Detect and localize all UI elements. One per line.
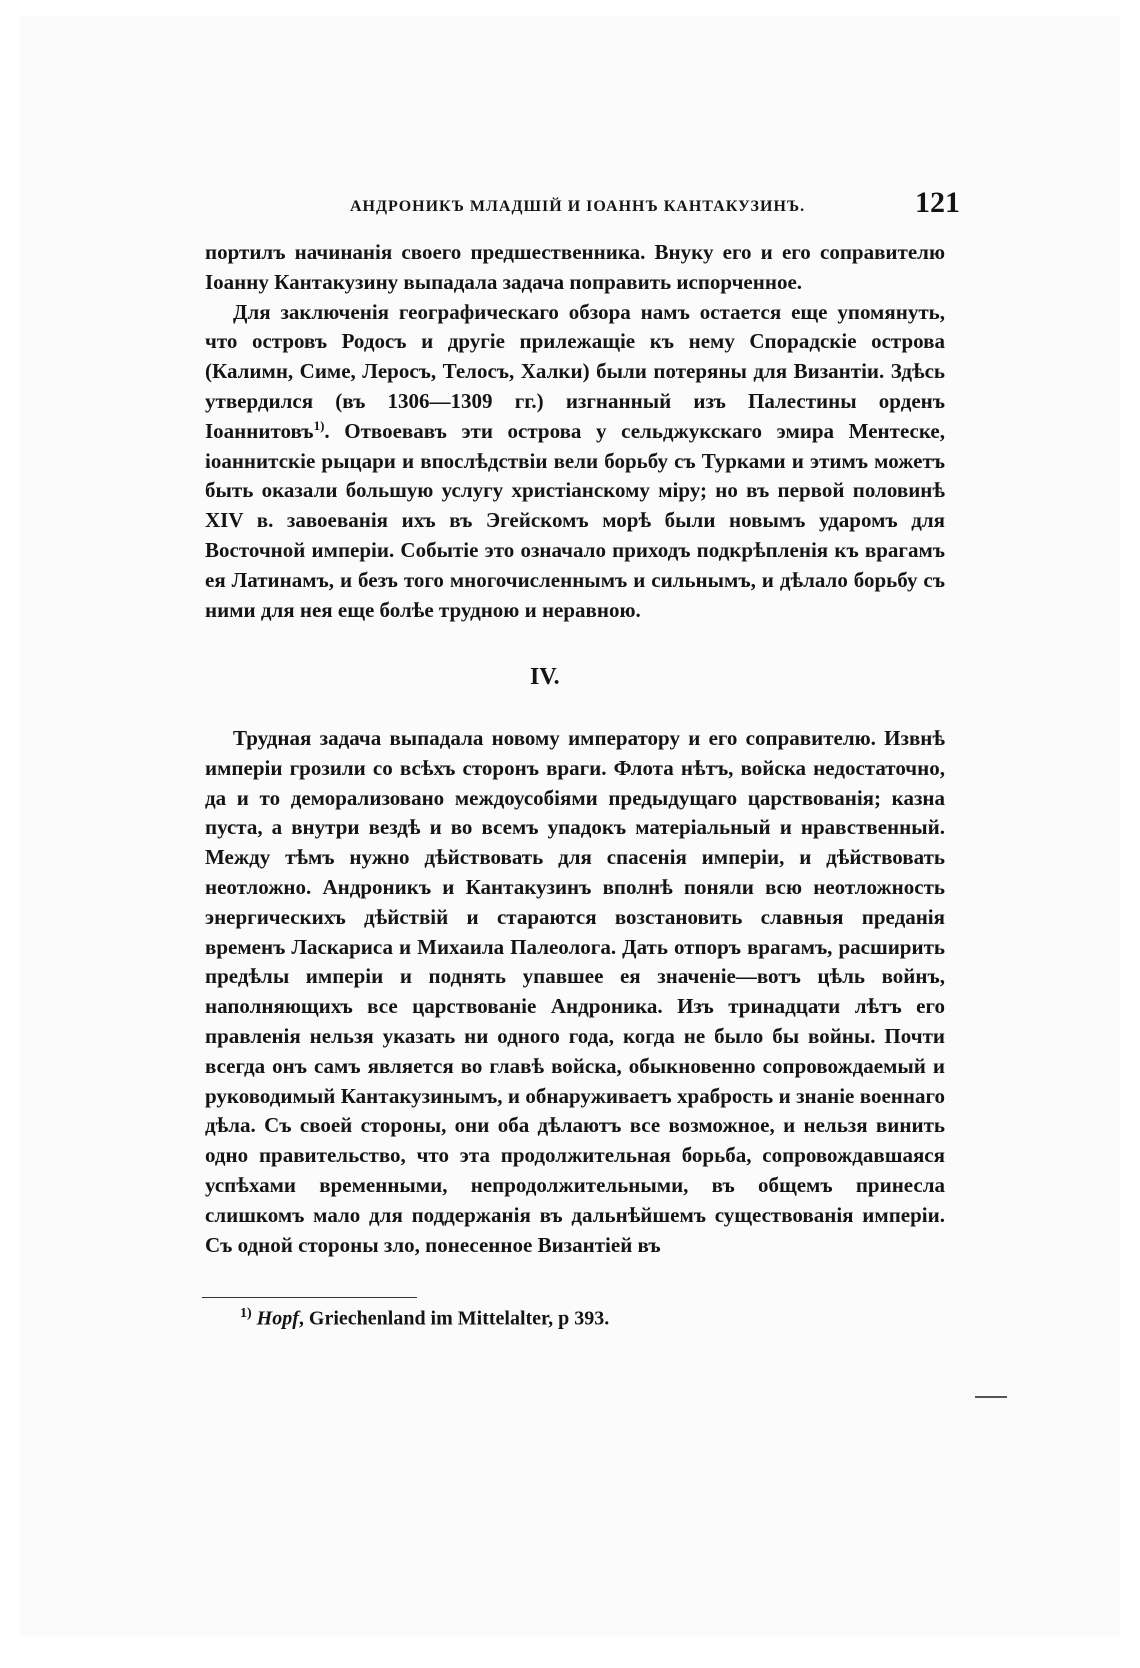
- footnote-divider: [202, 1297, 417, 1298]
- paragraph-text: . Отвоевавъ эти острова у сельджукскаго эмира Ментеске, іоаннитскіе рыцари и впослѣдствіи вели борьбу съ Турками и этимъ можетъ быть оказали большую услугу христіанскому міру; но въ первой половинѣ XIV в. завоеванія ихъ въ Эгейскомъ морѣ были новымъ ударомъ для Восточной имперіи. Событіе это означало приходъ подкрѣпленія къ врагамъ ея Латинамъ, и безъ того многочисленнымъ и сильнымъ, и дѣлало борьбу съ ними для нея еще болѣе трудною и неравною.: [205, 418, 945, 622]
- book-page: [20, 16, 1120, 1636]
- footnote-author: Hopf: [256, 1307, 299, 1330]
- section-text-top: [205, 238, 945, 625]
- paragraph: Трудная задача выпадала новому императору и его соправителю. Извнѣ имперіи грозили со всѣхъ сторонъ враги. Флота нѣтъ, войска недостаточно, да и то деморализовано междоусобіями предыдущаго царствованія; казна пуста, а внутри вездѣ и во всемъ упадокъ матеріальный и нравственный. Между тѣмъ нужно дѣйствовать для спасенія имперіи, и дѣйствовать неотложно. Андроникъ и Кантакузинъ вполнѣ поняли всю неотложность энергическихъ дѣйствій и стараются возстановить славныя преданія временъ Ласкариса и Михаила Палеолога. Дать отпоръ врагамъ, расширить предѣлы имперіи и поднять упавшее ея значеніе—вотъ цѣль войнъ, наполняющихъ все царствованіе Андроника. Изъ тринадцати лѣтъ его правленія нельзя указать ни одного года, когда не было бы войны. Почти всегда онъ самъ является во главѣ войска, обыкновенно сопровождаемый и руководимый Кантакузинымъ, и обнаруживаетъ храбрость и знаніе военнаго дѣла. Съ своей стороны, они оба дѣлаютъ все возможное, и нельзя винить одно правительство, что эта продолжительная борьба, сопровождавшаяся успѣхами временными, непродолжительными, въ общемъ принесла слишкомъ мало для поддержанія въ дальнѣйшемъ существованія имперіи. Съ одной стороны зло, понесенное Византіей въ: [205, 726, 945, 1257]
- footnote-reference[interactable]: 1): [313, 417, 325, 433]
- running-title: АНДРОНИКЪ МЛАДШІЙ И ІОАННЪ КАНТАКУЗИНЪ.: [350, 198, 806, 215]
- footnote-citation: , Griechenland im Mittelalter, p 393.: [298, 1307, 610, 1330]
- footnote: [240, 1306, 609, 1331]
- paragraph-text: Для заключенія географическаго обзора намъ остается еще упомянуть, что островъ Родосъ и другіе прилежащіе къ нему Спорадскіе острова (Калимн, Симе, Леросъ, Телосъ, Халки) были потеряны для Византіи. Здѣсь утвердился (въ 1306—1309 гг.) изгнанный изъ Палестины орденъ Іоаннитовъ: [205, 299, 945, 443]
- margin-mark: [975, 1396, 1007, 1398]
- footnote-marker: 1): [240, 1306, 252, 1321]
- section-heading: IV.: [530, 664, 560, 690]
- page-number: 121: [915, 186, 960, 219]
- page-header: [350, 186, 970, 226]
- paragraph: портилъ начинанія своего предшественника. Внуку его и его соправителю Іоанну Кантакузину выпадала задача поправить испорченное.: [205, 240, 945, 294]
- section-text-main: [205, 724, 945, 1260]
- paragraph: [205, 298, 945, 626]
